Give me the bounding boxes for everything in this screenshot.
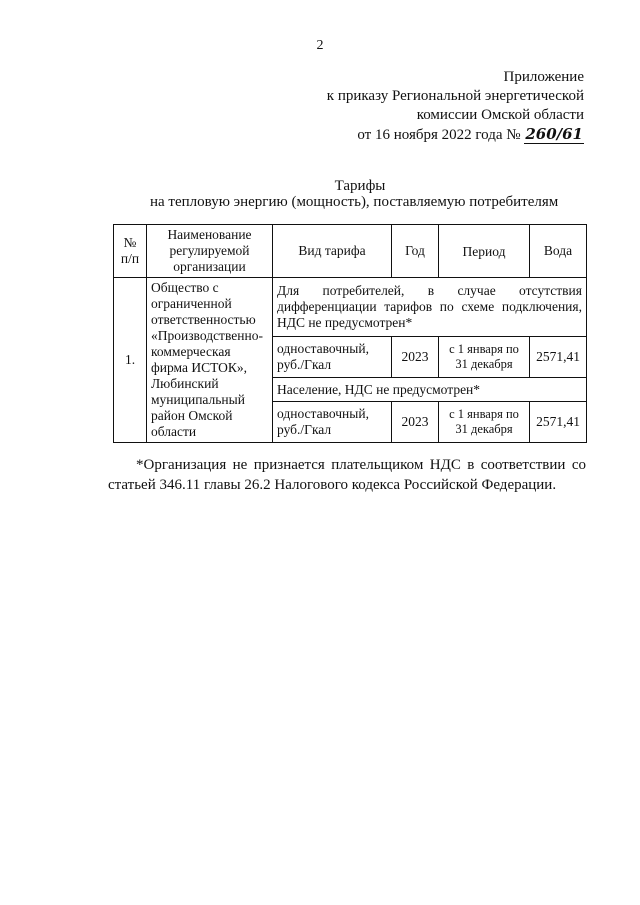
- document-subtitle: на тепловую энергию (мощность), поставляемую потребителям: [150, 194, 559, 210]
- group1-tariff-type: одноставочный, руб./Гкал: [273, 337, 392, 378]
- group2-year: 2023: [392, 401, 439, 442]
- group2-period: с 1 января по 31 декабря: [439, 401, 530, 442]
- header-org: Наименование регулируемой организации: [147, 225, 273, 278]
- header-water: Вода: [530, 225, 587, 278]
- group2-tariff-type: одноставочный, руб./Гкал: [273, 401, 392, 442]
- header-type: Вид тарифа: [273, 225, 392, 278]
- group1-caption: Для потребителей, в случае отсутствия дифференциации тарифов по схеме подключения, НДС не предусмотрен*: [273, 278, 587, 337]
- order-date-text: от 16 ноября 2022 года №: [357, 127, 521, 143]
- table-row: [114, 278, 587, 337]
- header-num: № п/п: [114, 225, 147, 278]
- appendix-order-date: [327, 125, 584, 145]
- tariffs-table: [113, 224, 587, 443]
- organization-cell: Общество с ограниченной ответственностью «Производственно-коммерческая фирма ИСТОК», Любинский муниципальный район Омской области: [147, 278, 273, 443]
- header-year: Год: [392, 225, 439, 278]
- order-number: 260/61: [525, 125, 583, 143]
- group2-water: 2571,41: [530, 401, 587, 442]
- group2-caption: Население, НДС не предусмотрен*: [273, 378, 587, 401]
- page-number: 2: [316, 38, 324, 53]
- appendix-label: Приложение: [503, 69, 584, 85]
- group1-period: с 1 января по 31 декабря: [439, 337, 530, 378]
- appendix-commission: комиссии Омской области: [416, 107, 584, 123]
- document-title: Тарифы: [334, 178, 386, 194]
- table-header-row: [114, 225, 587, 278]
- footnote: *Организация не признается плательщиком НДС в соответствии со статьей 346.11 главы 26.2 Налогового кодекса Российской Федерации.: [108, 457, 586, 493]
- appendix-header: [327, 68, 584, 145]
- group1-year: 2023: [392, 337, 439, 378]
- row-number: 1.: [114, 278, 147, 443]
- group1-water: 2571,41: [530, 337, 587, 378]
- header-period: Период: [439, 225, 530, 278]
- appendix-order-ref: к приказу Региональной энергетической: [326, 88, 584, 104]
